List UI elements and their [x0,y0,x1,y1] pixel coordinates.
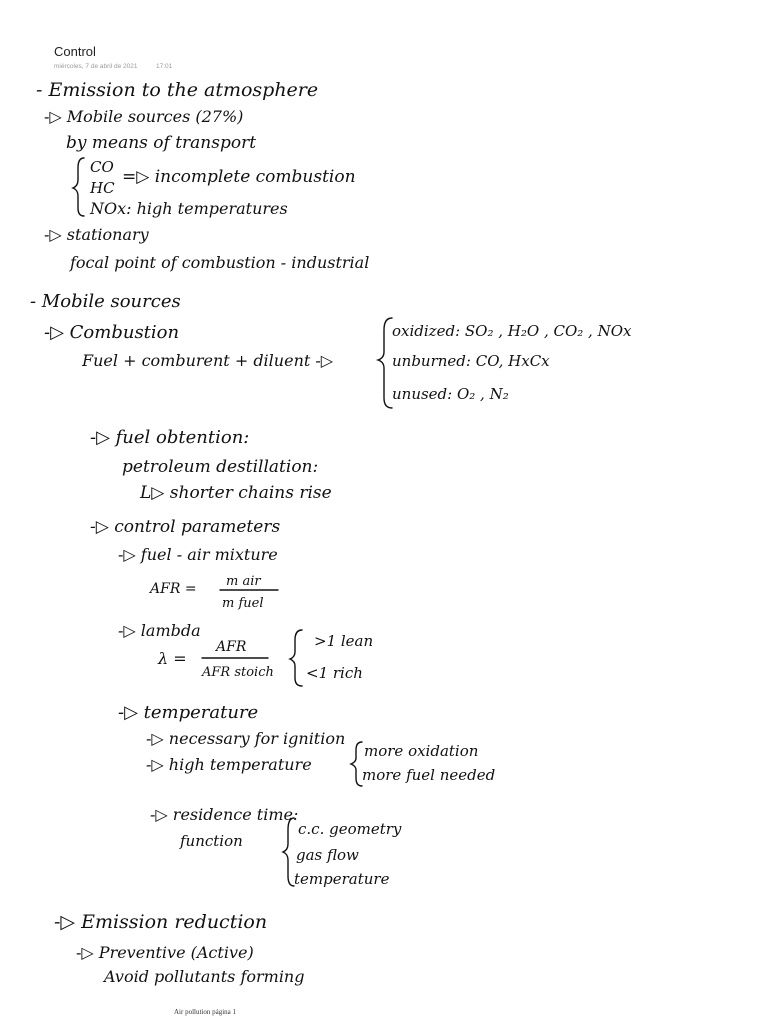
note-co: CO [90,158,114,176]
note-high-temperature: -▷ high temperature [146,755,312,774]
note-by-means-transport: by means of transport [66,133,257,153]
note-oxidized: oxidized: SO₂ , H₂O , CO₂ , NOx [392,322,632,340]
page-title: Control [54,44,96,59]
note-incomplete-combustion: =▷ incomplete combustion [122,167,356,187]
note-necessary-ignition: -▷ necessary for ignition [146,729,346,748]
note-petroleum-destillation: petroleum destillation: [122,457,319,477]
note-more-oxidation: more oxidation [364,742,479,760]
note-fuel-obtention: -▷ fuel obtention: [90,427,250,448]
note-shorter-chains: L▷ shorter chains rise [140,483,332,503]
note-temperature: -▷ temperature [118,702,259,723]
page-date: miércoles, 7 de abril de 2021 [54,63,138,70]
note-lambda: -▷ lambda [118,621,201,640]
note-residence-time: -▷ residence time: [150,805,299,824]
note-function: function [180,832,243,850]
note-gas-flow: gas flow [296,846,359,864]
note-focal-point: focal point of combustion - industrial [70,253,370,272]
page-time: 17:01 [156,63,173,70]
note-afr: AFR = [150,581,197,597]
note-avoid-pollutants: Avoid pollutants forming [104,967,305,986]
note-hc: HC [90,179,115,197]
note-afr-stoich: AFR stoich [202,665,274,680]
note-stationary: -▷ stationary [44,225,149,244]
note-heading-mobile-sources: - Mobile sources [30,291,181,312]
brace-combustion-products [378,318,392,408]
note-fuel-equation: Fuel + comburent + diluent -▷ [82,351,334,370]
note-lambda-eq: λ = [158,649,187,668]
note-temperature-item: temperature [294,870,390,888]
note-mobile-sources: -▷ Mobile sources (27%) [44,107,244,126]
note-more-fuel: more fuel needed [362,766,496,784]
note-unburned: unburned: CO, HxCx [392,352,550,370]
brace-lambda [290,630,302,686]
note-emission-reduction: -▷ Emission reduction [54,911,268,933]
brace-high-temperature [351,742,362,786]
note-afr-numerator: AFR [216,639,247,655]
note-m-air: m air [226,574,261,589]
note-preventive-active: -▷ Preventive (Active) [76,943,254,962]
note-m-fuel: m fuel [222,596,264,611]
brace-co-hc-nox [73,158,84,216]
note-cc-geometry: c.c. geometry [298,820,402,838]
note-combustion: -▷ Combustion [44,322,180,343]
note-fuel-air-mixture: -▷ fuel - air mixture [118,545,278,564]
note-heading-emission: - Emission to the atmosphere [36,79,319,101]
note-rich: <1 rich [306,664,363,682]
note-nox-high-temp: NOx: high temperatures [90,199,288,218]
note-control-parameters: -▷ control parameters [90,517,281,537]
note-lean: >1 lean [314,632,374,650]
note-unused: unused: O₂ , N₂ [392,385,509,403]
brace-residence-time [283,818,294,886]
page-footer: Air pollution página 1 [174,1008,237,1016]
